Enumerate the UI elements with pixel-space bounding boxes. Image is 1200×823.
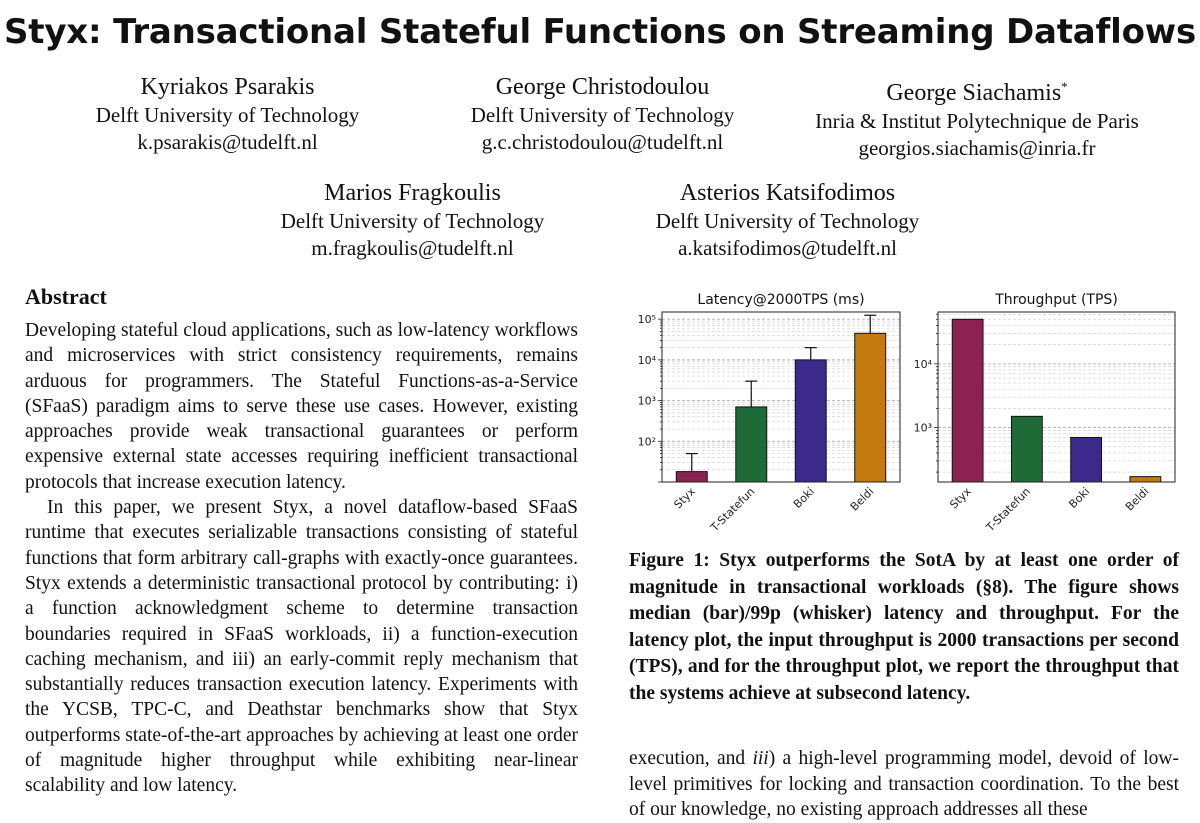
x-tick-label: Styx [947,484,974,512]
author-name: George Siachamis [886,80,1062,106]
author-block [792,72,1162,162]
author-email: k.psarakis@tudelft.nl [137,130,318,154]
author-name-line [792,72,1162,108]
author-affiliation: Delft University of Technology [280,209,545,233]
abstract-heading: Abstract [25,284,107,309]
figure-caption: Figure 1: Styx outperforms the SotA by at least one order of magnitude in transactional workloads (§8). The figure shows median (bar)/99p (whisker) latency and throughput. For the latency plot, the input throughput is 2000 transactions per second (TPS), and for the throughput plot, we report the throughput that the systems achieve at subsecond latency. [629,550,1179,704]
author-email: georgios.siachamis@inria.fr [858,136,1096,160]
abstract-paragraph: In this paper, we present Styx, a novel dataflow-based SFaaS runtime that executes serializable transactions consisting of stateful functions that form arbitrary call-graphs with exactly-once guarantees. Styx extends a deterministic transactional protocol by contributing: i) a function acknowledgment scheme to determine transaction boundaries required in SFaaS workloads, ii) a function-execution caching mechanism, and iii) an early-commit reply mechanism that substantially reduces transaction execution latency. Experiments with the YCSB, TPC-C, and Deathstar benchmarks show that Styx outperforms state-of-the-art approaches by achieving at least one order of magnitude higher throughput while exhibiting near-linear scalability and low latency. [25,497,578,797]
author-affiliation: Delft University of Technology [470,103,735,127]
x-tick-label: T-Statefun [983,484,1033,535]
author-name: Asterios Katsifodimos [679,180,896,206]
y-tick-label: 10⁴ [913,357,932,371]
bar-t-statefun [1011,416,1042,482]
y-tick-label: 10⁵ [637,313,656,327]
bar-boki [1071,437,1102,482]
author-affiliation: Delft University of Technology [655,209,920,233]
author-name: George Christodoulou [495,74,710,100]
bar-styx [952,319,983,482]
body-text-part: execution, and [629,748,753,769]
author-block [440,72,765,156]
x-tick-label: T-Statefun [708,484,758,535]
author-name: Kyriakos Psarakis [140,74,315,100]
x-tick-label: Boki [790,484,817,511]
chart-title: Latency@2000TPS (ms) [697,292,865,308]
bar-styx [676,472,707,482]
bar-beldi [855,333,886,482]
author-email: a.katsifodimos@tudelft.nl [678,236,897,260]
bar-beldi [1130,477,1161,482]
bar-boki [795,360,826,482]
x-tick-label: Boki [1066,484,1093,511]
paper-title: Styx: Transactional Stateful Functions on Streaming Dataflows [4,12,1196,52]
author-footnote-mark: * [1061,79,1068,94]
x-tick-label: Beldi [1122,484,1152,514]
author-block [255,178,570,262]
y-tick-label: 10³ [913,421,932,435]
y-tick-label: 10⁴ [637,353,656,367]
author-email: g.c.christodoulou@tudelft.nl [481,130,724,154]
x-tick-label: Styx [671,484,698,512]
bar-t-statefun [736,407,767,482]
author-name: Marios Fragkoulis [324,180,501,206]
body-text [629,746,1179,823]
y-tick-label: 10³ [637,394,656,408]
author-email: m.fragkoulis@tudelft.nl [311,236,514,260]
x-tick-label: Beldi [847,484,877,514]
y-tick-label: 10² [637,435,656,449]
chart-title: Throughput (TPS) [995,292,1118,308]
author-block [630,178,945,262]
abstract-body [25,318,578,799]
body-text-part: ) a high-level programming model, devoid of low-level primitives for locking and transaction coordination. To the best of our knowledge, no existing approach addresses all these [629,748,1179,820]
throughput-chart [914,292,1175,535]
author-affiliation: Inria & Institut Polytechnique de Paris [815,109,1139,133]
abstract-paragraph: Developing stateful cloud applications, such as low-latency workflows and microservices with strict consistency requirements, remains arduous for programmers. The Stateful Functions-as-a-Service (SFaaS) paradigm aims to serve these use cases. However, existing approaches provide weak transactional guarantees or perform expensive external state accesses requiring inefficient transactional protocols that increase execution latency. [25,320,578,493]
body-text-italic: iii [752,748,769,769]
author-block [75,72,380,156]
figure-1 [620,284,1190,546]
author-affiliation: Delft University of Technology [95,103,360,127]
latency-chart [638,292,900,535]
